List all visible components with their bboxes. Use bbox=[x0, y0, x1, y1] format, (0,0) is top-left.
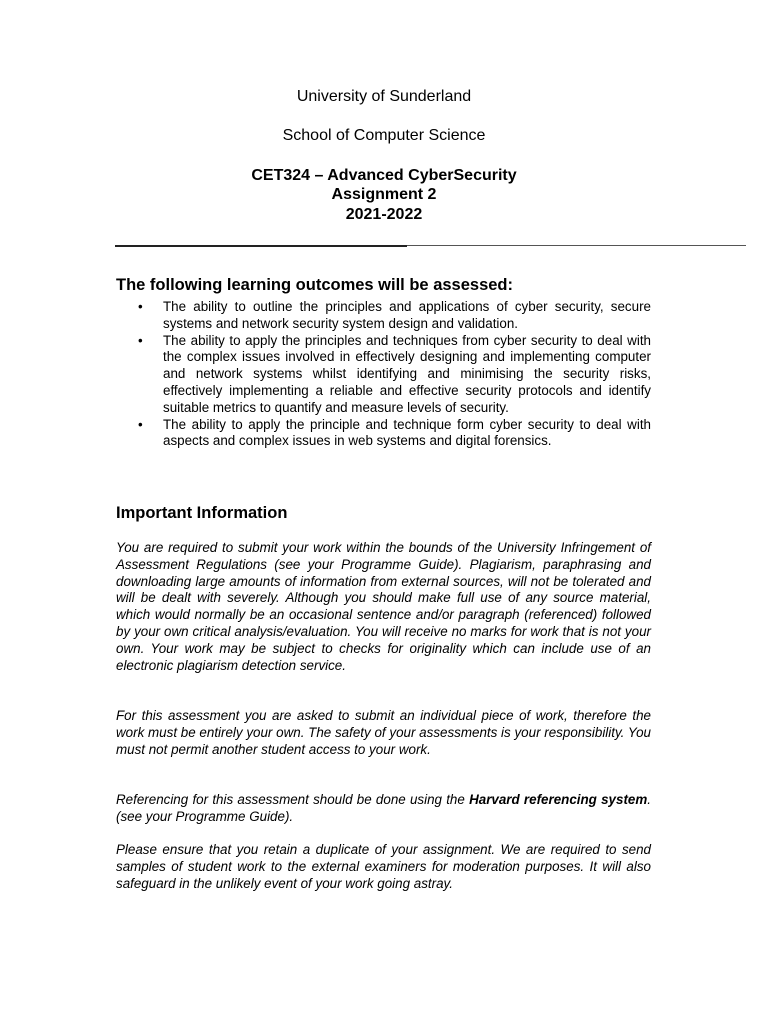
outcome-text: The ability to outline the principles and applications of cyber security, secure systems and network security system design and validation. bbox=[163, 299, 651, 331]
list-item bbox=[116, 417, 651, 451]
list-item bbox=[116, 299, 651, 333]
outcome-text: The ability to apply the principles and techniques from cyber security to deal with the complex issues involved in effectively designing and implementing computer and network systems whilst identifying and minimising the security risks, effectively implementing a reliable and effective security protocols and identify suitable metrics to quantify and measure levels of security. bbox=[163, 332, 651, 415]
learning-outcomes-heading: The following learning outcomes will be assessed: bbox=[116, 276, 513, 294]
learning-outcomes-list bbox=[116, 299, 651, 450]
school-name: School of Computer Science bbox=[282, 127, 486, 144]
harvard-referencing-emphasis: Harvard referencing system bbox=[469, 792, 648, 807]
module-title: CET324 – Advanced CyberSecurity bbox=[251, 167, 517, 184]
referencing-text-end: . (see your Programme Guide). bbox=[116, 792, 651, 824]
referencing-paragraph bbox=[116, 792, 651, 826]
assignment-title: Assignment 2 bbox=[331, 186, 437, 203]
duplicate-copy-paragraph: Please ensure that you retain a duplicate of your assignment. We are required to send samples of student work to the external examiners for moderation purposes. It will also safeguard in the unlikely event of your work going astray. bbox=[116, 842, 651, 891]
bullet-icon: • bbox=[138, 332, 143, 348]
individual-work-paragraph: For this assessment you are asked to submit an individual piece of work, therefore the work must be entirely your own. The safety of your assessments is your responsibility. You must not permit another student access to your work. bbox=[116, 708, 651, 757]
academic-year: 2021-2022 bbox=[345, 206, 423, 223]
referencing-text-start: Referencing for this assessment should be done using the bbox=[116, 792, 470, 807]
outcome-text: The ability to apply the principle and technique form cyber security to deal with aspects and complex issues in web systems and digital forensics. bbox=[163, 416, 651, 449]
bullet-icon: • bbox=[138, 416, 143, 432]
list-item bbox=[116, 333, 651, 417]
important-information-heading: Important Information bbox=[116, 504, 288, 522]
header-divider-accent bbox=[115, 245, 407, 247]
plagiarism-paragraph: You are required to submit your work within the bounds of the University Infringement of Assessment Regulations (see your Programme Guide). Plagiarism, paraphrasing and downloading large amounts of information from external sources, will not be tolerated and will be dealt with severely. Although you should make full use of any source material, which would normally be an occasional sentence and/or paragraph (referenced) followed by your own critical analysis/evaluation. You will receive no marks for work that is not your own. Your work may be subject to checks for originality which can include use of an electronic plagiarism detection service. bbox=[116, 540, 651, 673]
bullet-icon: • bbox=[138, 299, 143, 314]
university-name: University of Sunderland bbox=[296, 88, 472, 105]
